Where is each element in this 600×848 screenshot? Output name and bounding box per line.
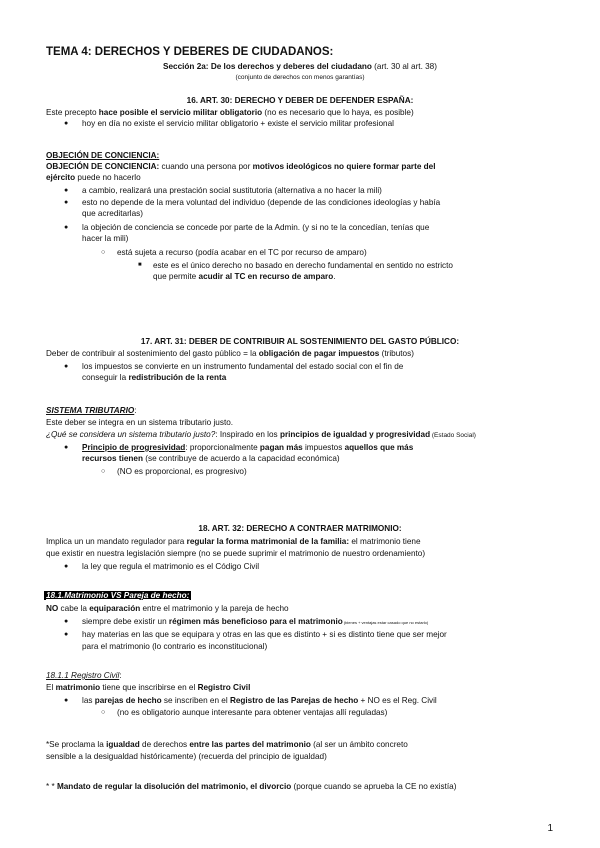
text-run-italic: 18.1.1 Registro Civil xyxy=(46,671,120,680)
text-run: + NO es el Reg. Civil xyxy=(358,696,437,705)
sistema-bullet-1-line-2 xyxy=(82,453,340,464)
bullet-circle: ○ xyxy=(101,468,106,475)
text-run: : Inspirado en los xyxy=(215,430,280,439)
text-run-bold: equiparación xyxy=(89,604,141,613)
page-number: 1 xyxy=(547,823,553,834)
text-run-bold: hace posible el servicio militar obligatorio xyxy=(98,108,263,117)
art31-bullet-1-line-1: los impuestos se convierte en un instrumento fundamental del estado social con el fin de xyxy=(82,362,404,371)
bullet-disc: ● xyxy=(64,120,69,127)
text-run: el matrimonio tiene xyxy=(349,537,421,546)
objecion-bullet-1: a cambio, realizará una prestación social sustitutoria (alternativa a no hacer la mili) xyxy=(82,186,382,195)
text-run: impuestos xyxy=(302,443,345,452)
bullet-square: ■ xyxy=(138,262,142,268)
text-run-bold: pagan más xyxy=(259,443,303,452)
text-run-bold: Registro de las Parejas de hecho xyxy=(229,696,359,705)
text-run-bold: matrimonio xyxy=(55,683,101,692)
objecion-sub-bullet-1: está sujeta a recurso (podía acabar en el TC por recurso de amparo) xyxy=(117,248,367,257)
text-run-bold: aquellos que más xyxy=(344,443,414,452)
registro-paragraph xyxy=(46,682,250,693)
text-run: Implica un un mandato regulador para xyxy=(46,537,187,546)
text-run-bold: Principio de progresividad xyxy=(82,443,186,452)
sistema-paragraph-1: Este deber se integra en un sistema tributario justo. xyxy=(46,418,234,427)
section-heading xyxy=(0,61,600,72)
art30-bullet-1: hoy en día no existe el servicio militar obligatorio + existe el servicio militar profesional xyxy=(82,119,394,128)
text-run: Este precepto xyxy=(46,108,99,117)
bullet-circle: ○ xyxy=(101,709,106,716)
matrimonio-vs-bullet-2-line-1: hay materias en las que se equipara y otras en las que es distinto + si es distinto tiene que ser mejor xyxy=(82,630,447,639)
document-title: TEMA 4: DERECHOS Y DEBERES DE CIUDADANOS: xyxy=(46,46,334,58)
objecion-subsub-bullet-line-1: este es el único derecho no basado en derecho fundamental en sentido no estricto xyxy=(153,261,453,270)
text-run: siempre debe existir un xyxy=(82,617,169,626)
text-run: puede no hacerlo xyxy=(75,173,141,182)
text-run-bold: obligación de pagar impuestos xyxy=(258,349,380,358)
text-run: (no es necesario que lo haya, es posible) xyxy=(262,108,414,117)
bullet-circle: ○ xyxy=(101,249,106,256)
text-run-bold: parejas de hecho xyxy=(94,696,162,705)
sistema-sub-bullet-1: (NO es proporcional, es progresivo) xyxy=(117,467,247,476)
text-run: El xyxy=(46,683,56,692)
objecion-definition-line-1 xyxy=(46,161,436,172)
text-run: : xyxy=(134,406,137,415)
text-run: cuando una persona por xyxy=(159,162,253,171)
text-run-bold: Mandato de regular la disolución del matrimonio, el divorcio xyxy=(56,782,292,791)
section-heading-range: (art. 30 al art. 38) xyxy=(371,62,437,71)
text-run-bold: motivos ideológicos no quiere formar parte del xyxy=(252,162,436,171)
text-run-bold: recursos tienen xyxy=(82,454,143,463)
sistema-bullet-1-line-1 xyxy=(82,442,413,453)
text-run: entre el matrimonio y la pareja de hecho xyxy=(140,604,289,613)
text-run: que permite xyxy=(153,272,199,281)
text-run: tiene que inscribirse en el xyxy=(100,683,198,692)
bullet-disc: ● xyxy=(64,563,69,570)
sistema-paragraph-2 xyxy=(46,429,476,441)
text-run-bold: entre las partes del matrimonio xyxy=(189,740,311,749)
text-run: las xyxy=(82,696,95,705)
text-run: de derechos xyxy=(139,740,190,749)
text-run: se inscriben en el xyxy=(161,696,230,705)
objecion-bullet-2-line-2: que acreditarlas) xyxy=(82,209,143,218)
art32-bullet-1: la ley que regula el matrimonio es el Código Civil xyxy=(82,562,260,571)
art32-heading: 18. ART. 32: DERECHO A CONTRAER MATRIMONIO: xyxy=(198,524,402,533)
matrimonio-vs-bullet-1 xyxy=(82,616,428,628)
text-run: (tributos) xyxy=(379,349,414,358)
registro-heading xyxy=(46,670,122,681)
text-run: *Se proclama la xyxy=(46,740,107,749)
bullet-disc: ● xyxy=(64,224,69,231)
text-run-small: (bienes + ventajas estar casado que no estarlo) xyxy=(342,620,429,625)
matrimonio-vs-paragraph xyxy=(46,603,289,614)
text-run: Deber de contribuir al sostenimiento del gasto público = la xyxy=(46,349,259,358)
art31-bullet-1-line-2 xyxy=(82,372,226,383)
text-run-italic: ¿Qué se considera un sistema tributario justo? xyxy=(46,430,216,439)
text-run: (porque cuando se aprueba la CE no existía) xyxy=(291,782,457,791)
registro-bullet-1 xyxy=(82,695,437,706)
note-divorcio xyxy=(46,781,456,792)
sistema-heading xyxy=(46,405,137,416)
bullet-disc: ● xyxy=(64,363,69,370)
matrimonio-vs-bullet-2-line-2: para el matrimonio (lo contrario es inconstitucional) xyxy=(82,642,268,651)
art32-paragraph-line-1 xyxy=(46,536,421,547)
objecion-bullet-3-line-2: hacer la mili) xyxy=(82,234,129,243)
text-run: * * xyxy=(46,782,57,791)
note-igualdad-line-2: sensible a la desigualdad históricamente) (recuerda del principio de igualdad) xyxy=(46,752,327,761)
highlighted-heading: 18.1.Matrimonio VS Pareja de hecho: xyxy=(46,591,190,600)
note-igualdad-line-1 xyxy=(46,739,408,750)
text-run: conseguir la xyxy=(82,373,129,382)
bullet-disc: ● xyxy=(64,631,69,638)
text-run-bold: NO xyxy=(46,604,59,613)
art30-paragraph xyxy=(46,107,414,118)
objecion-bullet-2-line-1: esto no depende de la mera voluntad del individuo (depende de las condiciones ideologías y había xyxy=(82,198,441,207)
bullet-disc: ● xyxy=(64,199,69,206)
matrimonio-vs-heading xyxy=(44,590,191,601)
registro-sub-bullet-1: (no es obligatorio aunque interesante para obtener ventajas allí reguladas) xyxy=(117,708,388,717)
text-run-bold: SISTEMA TRIBUTARIO xyxy=(46,406,135,415)
art32-paragraph-line-2: que existir en nuestra legislación siempre (no se puede suprimir el matrimonio de nuestro ordenamiento) xyxy=(46,549,426,558)
text-run: . xyxy=(333,272,336,281)
text-run-bold: redistribución de la renta xyxy=(128,373,227,382)
section-heading-bold: Sección 2a: De los derechos y deberes del ciudadano xyxy=(163,62,372,71)
text-run-bold: principios de igualdad y progresividad xyxy=(279,430,431,439)
section-note: (conjunto de derechos con menos garantías) xyxy=(235,74,365,81)
text-run-bold: igualdad xyxy=(106,740,140,749)
text-run-bold: regular la forma matrimonial de la familia: xyxy=(186,537,350,546)
objecion-bullet-3-line-1: la objeción de conciencia se concede por parte de la Admin. (y si no te la concedían, tenías que xyxy=(82,223,430,232)
objecion-definition-line-2 xyxy=(46,172,141,183)
bullet-disc: ● xyxy=(64,697,69,704)
text-run: : xyxy=(119,671,122,680)
text-run-bold: ejército xyxy=(46,173,76,182)
bullet-disc: ● xyxy=(64,618,69,625)
text-run: : proporcionalmente xyxy=(185,443,260,452)
text-run-bold: OBJECIÓN DE CONCIENCIA: xyxy=(46,162,160,171)
text-run: (se contribuye de acuerdo a la capacidad económica) xyxy=(142,454,340,463)
text-run-small: (Estado Social) xyxy=(430,432,476,439)
text-run-bold: régimen más beneficioso para el matrimonio xyxy=(168,617,343,626)
text-run-bold: Registro Civil xyxy=(197,683,251,692)
bullet-disc: ● xyxy=(64,444,69,451)
bullet-disc: ● xyxy=(64,187,69,194)
art31-heading: 17. ART. 31: DEBER DE CONTRIBUIR AL SOSTENIMIENTO DEL GASTO PÚBLICO: xyxy=(140,337,460,346)
art31-paragraph xyxy=(46,348,414,359)
art30-heading: 16. ART. 30: DERECHO Y DEBER DE DEFENDER ESPAÑA: xyxy=(186,96,414,105)
text-run: (al ser un ámbito concreto xyxy=(310,740,408,749)
objecion-subsub-bullet-line-2 xyxy=(153,271,335,282)
text-run-bold: acudir al TC en recurso de amparo xyxy=(198,272,334,281)
objecion-heading: OBJECIÓN DE CONCIENCIA: xyxy=(46,151,160,160)
text-run: cabe la xyxy=(58,604,90,613)
